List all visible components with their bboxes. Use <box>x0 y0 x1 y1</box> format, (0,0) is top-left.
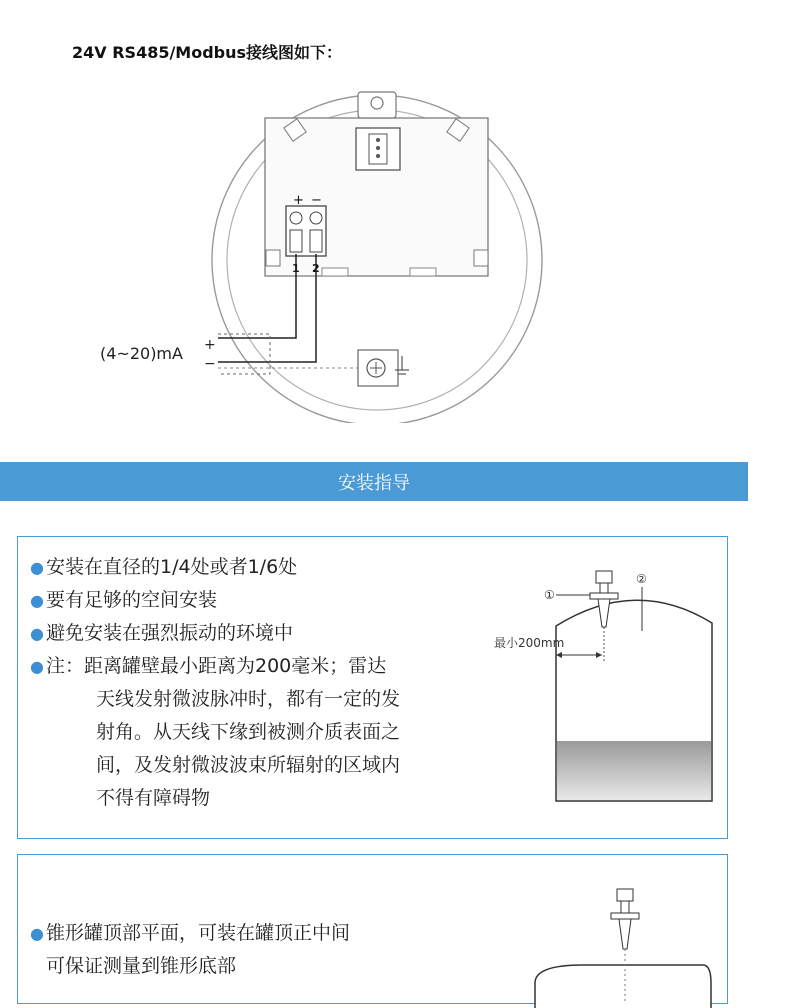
section-header <box>0 462 748 501</box>
bullet-dot-icon: ● <box>30 657 44 676</box>
marker-2: ② <box>636 572 647 586</box>
terminal-minus-label: − <box>311 193 322 208</box>
cone-tank-diagram <box>523 883 723 1008</box>
note-line: 天线发射微波脉冲时，都有一定的发 <box>96 688 401 710</box>
left-clip-bottom <box>266 250 280 266</box>
bullet-dot-icon: ● <box>30 558 44 577</box>
note-head: 注：距离罐壁最小距离为200毫米；雷达 <box>46 655 387 677</box>
tank-liquid <box>557 741 711 800</box>
wiring-diagram <box>90 78 560 423</box>
terminal-screw-1 <box>290 212 302 224</box>
list-item: ● 要有足够的空间安装 <box>28 584 488 617</box>
cone-tank-panel <box>17 854 728 1004</box>
install-bullet-list <box>28 551 488 815</box>
list-item: ● 安装在直径的1/4处或者1/6处 <box>28 551 488 584</box>
list-item: ● 避免安装在强烈振动的环境中 <box>28 617 488 650</box>
terminal-screw-2 <box>310 212 322 224</box>
cone-tank-body <box>535 965 711 1008</box>
install-guide-panel <box>17 536 728 839</box>
bullet-dot-icon: ● <box>30 924 44 943</box>
list-item <box>28 917 508 983</box>
bullet-dot-icon: ● <box>30 591 44 610</box>
current-minus: − <box>204 356 216 372</box>
radar-head <box>617 889 633 901</box>
note-line: 间，及发射微波波束所辐射的区域内 <box>96 754 401 776</box>
cone-line-1: 锥形罐顶部平面，可装在罐顶正中间 <box>46 922 351 944</box>
radar-antenna-cone <box>619 919 631 949</box>
min-distance-label: 最小200mm <box>494 636 565 650</box>
terminal-plus-label: + <box>293 193 304 208</box>
note-line: 射角。从天线下缘到被测介质表面之 <box>96 721 401 743</box>
terminal-2-label: 2 <box>312 262 320 275</box>
marker-1: ① <box>544 588 555 602</box>
wiring-title: 24V RS485/Modbus接线图如下： <box>72 43 343 62</box>
note-item <box>28 650 488 815</box>
note-line: 不得有障碍物 <box>96 787 211 809</box>
current-plus: + <box>204 337 216 353</box>
bullet-dot-icon: ● <box>30 624 44 643</box>
tank-install-diagram <box>476 551 716 806</box>
cone-bullet-list <box>28 917 508 983</box>
right-clip-bottom <box>474 250 488 266</box>
top-mount-hole <box>371 97 383 109</box>
cone-line-2: 可保证测量到锥形底部 <box>46 955 237 977</box>
terminal-1-label: 1 <box>292 262 300 275</box>
radar-head <box>596 571 612 583</box>
current-label: (4~20)mA <box>100 344 183 363</box>
section-title: 安装指导 <box>338 472 410 494</box>
